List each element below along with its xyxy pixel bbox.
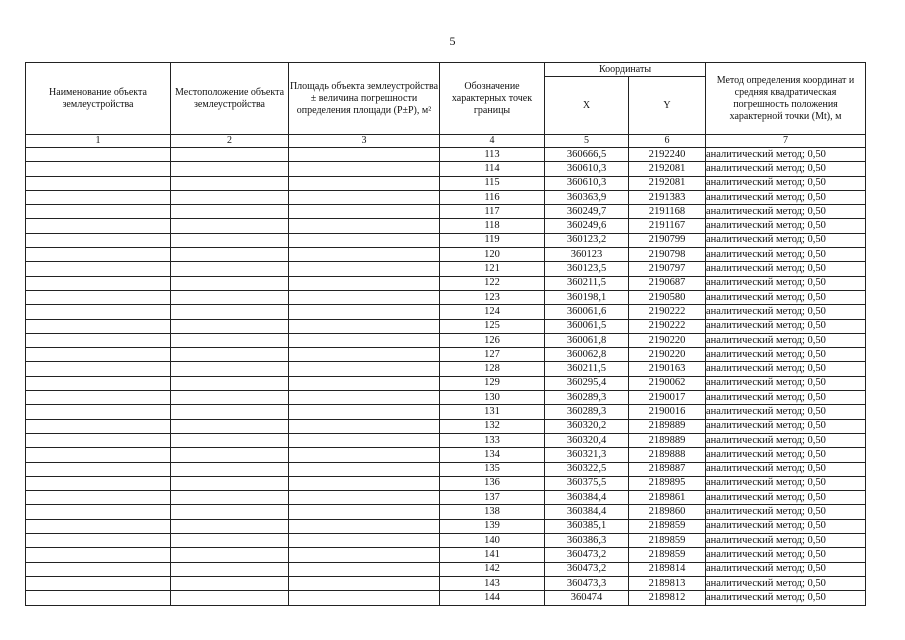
y-cell: 2189859 — [629, 534, 706, 548]
x-cell: 360473,3 — [545, 576, 629, 590]
method-cell: аналитический метод; 0,50 — [706, 448, 866, 462]
name-cell — [26, 262, 171, 276]
y-cell: 2190016 — [629, 405, 706, 419]
area-cell — [289, 548, 440, 562]
name-cell — [26, 333, 171, 347]
point-cell: 130 — [440, 391, 545, 405]
table-row — [26, 462, 866, 476]
table-row — [26, 176, 866, 190]
x-cell: 360062,8 — [545, 348, 629, 362]
name-cell — [26, 534, 171, 548]
area-cell — [289, 333, 440, 347]
point-cell: 115 — [440, 176, 545, 190]
x-cell: 360211,5 — [545, 276, 629, 290]
method-cell: аналитический метод; 0,50 — [706, 305, 866, 319]
y-cell: 2190220 — [629, 348, 706, 362]
column-number: 6 — [629, 135, 706, 148]
location-cell — [171, 491, 289, 505]
y-cell: 2190799 — [629, 233, 706, 247]
y-cell: 2191383 — [629, 190, 706, 204]
table-row — [26, 591, 866, 605]
point-cell: 117 — [440, 205, 545, 219]
area-cell — [289, 576, 440, 590]
method-cell: аналитический метод; 0,50 — [706, 391, 866, 405]
y-cell: 2189895 — [629, 476, 706, 490]
table-row — [26, 548, 866, 562]
header-name: Наименование объекта землеустройства — [26, 63, 171, 135]
point-cell: 131 — [440, 405, 545, 419]
point-cell: 140 — [440, 534, 545, 548]
x-cell: 360061,5 — [545, 319, 629, 333]
table-row — [26, 148, 866, 162]
area-cell — [289, 262, 440, 276]
method-cell: аналитический метод; 0,50 — [706, 591, 866, 605]
location-cell — [171, 576, 289, 590]
name-cell — [26, 219, 171, 233]
method-cell: аналитический метод; 0,50 — [706, 319, 866, 333]
name-cell — [26, 348, 171, 362]
area-cell — [289, 290, 440, 304]
x-cell: 360610,3 — [545, 176, 629, 190]
point-cell: 118 — [440, 219, 545, 233]
table-row — [26, 534, 866, 548]
location-cell — [171, 562, 289, 576]
method-cell: аналитический метод; 0,50 — [706, 476, 866, 490]
area-cell — [289, 562, 440, 576]
location-cell — [171, 319, 289, 333]
location-cell — [171, 448, 289, 462]
area-cell — [289, 319, 440, 333]
location-cell — [171, 233, 289, 247]
x-cell: 360123,2 — [545, 233, 629, 247]
y-cell: 2191168 — [629, 205, 706, 219]
table-row — [26, 562, 866, 576]
x-cell: 360384,4 — [545, 505, 629, 519]
area-cell — [289, 591, 440, 605]
name-cell — [26, 476, 171, 490]
name-cell — [26, 176, 171, 190]
table-row — [26, 419, 866, 433]
x-cell: 360473,2 — [545, 562, 629, 576]
y-cell: 2189888 — [629, 448, 706, 462]
column-number: 1 — [26, 135, 171, 148]
x-cell: 360385,1 — [545, 519, 629, 533]
y-cell: 2192240 — [629, 148, 706, 162]
name-cell — [26, 519, 171, 533]
point-cell: 124 — [440, 305, 545, 319]
location-cell — [171, 205, 289, 219]
location-cell — [171, 419, 289, 433]
name-cell — [26, 148, 171, 162]
header-y: Y — [629, 77, 706, 135]
name-cell — [26, 419, 171, 433]
point-cell: 119 — [440, 233, 545, 247]
page-number: 5 — [449, 34, 456, 48]
name-cell — [26, 319, 171, 333]
point-cell: 132 — [440, 419, 545, 433]
point-cell: 129 — [440, 376, 545, 390]
point-cell: 133 — [440, 433, 545, 447]
location-cell — [171, 190, 289, 204]
table-row — [26, 305, 866, 319]
method-cell: аналитический метод; 0,50 — [706, 576, 866, 590]
area-cell — [289, 190, 440, 204]
header-area: Площадь объекта землеустройства ± величина погрешности определения площади (P±P), м² — [289, 63, 440, 135]
x-cell: 360198,1 — [545, 290, 629, 304]
location-cell — [171, 362, 289, 376]
table-row — [26, 476, 866, 490]
location-cell — [171, 176, 289, 190]
location-cell — [171, 376, 289, 390]
x-cell: 360375,5 — [545, 476, 629, 490]
name-cell — [26, 576, 171, 590]
method-cell: аналитический метод; 0,50 — [706, 148, 866, 162]
table-row — [26, 205, 866, 219]
area-cell — [289, 348, 440, 362]
point-cell: 120 — [440, 248, 545, 262]
method-cell: аналитический метод; 0,50 — [706, 362, 866, 376]
table-row — [26, 333, 866, 347]
y-cell: 2190222 — [629, 305, 706, 319]
table-row — [26, 576, 866, 590]
method-cell: аналитический метод; 0,50 — [706, 505, 866, 519]
table-row — [26, 348, 866, 362]
method-cell: аналитический метод; 0,50 — [706, 419, 866, 433]
method-cell: аналитический метод; 0,50 — [706, 290, 866, 304]
header-method: Метод определения координат и средняя квадратическая погрешность положения характерной точки (Mt), м — [706, 63, 866, 135]
header-x: X — [545, 77, 629, 135]
point-cell: 123 — [440, 290, 545, 304]
y-cell: 2189860 — [629, 505, 706, 519]
location-cell — [171, 305, 289, 319]
column-number: 4 — [440, 135, 545, 148]
method-cell: аналитический метод; 0,50 — [706, 491, 866, 505]
table-row — [26, 233, 866, 247]
method-cell: аналитический метод; 0,50 — [706, 462, 866, 476]
y-cell: 2189859 — [629, 519, 706, 533]
table-row — [26, 319, 866, 333]
location-cell — [171, 290, 289, 304]
table-row — [26, 162, 866, 176]
area-cell — [289, 505, 440, 519]
header-coordinates: Координаты — [545, 63, 706, 77]
table-row — [26, 376, 866, 390]
table-row — [26, 262, 866, 276]
area-cell — [289, 205, 440, 219]
name-cell — [26, 376, 171, 390]
location-cell — [171, 348, 289, 362]
x-cell: 360123,5 — [545, 262, 629, 276]
table-row — [26, 190, 866, 204]
x-cell: 360322,5 — [545, 462, 629, 476]
point-cell: 143 — [440, 576, 545, 590]
point-cell: 114 — [440, 162, 545, 176]
area-cell — [289, 519, 440, 533]
area-cell — [289, 491, 440, 505]
location-cell — [171, 591, 289, 605]
location-cell — [171, 505, 289, 519]
name-cell — [26, 248, 171, 262]
y-cell: 2192081 — [629, 176, 706, 190]
name-cell — [26, 433, 171, 447]
x-cell: 360123 — [545, 248, 629, 262]
area-cell — [289, 448, 440, 462]
table-row — [26, 248, 866, 262]
method-cell: аналитический метод; 0,50 — [706, 348, 866, 362]
name-cell — [26, 205, 171, 219]
x-cell: 360473,2 — [545, 548, 629, 562]
table-row — [26, 519, 866, 533]
area-cell — [289, 462, 440, 476]
table-row — [26, 405, 866, 419]
header-point: Обозначение характерных точек границы — [440, 63, 545, 135]
point-cell: 134 — [440, 448, 545, 462]
table-row — [26, 391, 866, 405]
x-cell: 360610,3 — [545, 162, 629, 176]
location-cell — [171, 262, 289, 276]
method-cell: аналитический метод; 0,50 — [706, 562, 866, 576]
location-cell — [171, 219, 289, 233]
area-cell — [289, 433, 440, 447]
name-cell — [26, 405, 171, 419]
name-cell — [26, 505, 171, 519]
y-cell: 2191167 — [629, 219, 706, 233]
area-cell — [289, 276, 440, 290]
area-cell — [289, 476, 440, 490]
location-cell — [171, 548, 289, 562]
y-cell: 2190687 — [629, 276, 706, 290]
location-cell — [171, 333, 289, 347]
method-cell: аналитический метод; 0,50 — [706, 205, 866, 219]
y-cell: 2189861 — [629, 491, 706, 505]
table-row — [26, 290, 866, 304]
x-cell: 360249,6 — [545, 219, 629, 233]
point-cell: 127 — [440, 348, 545, 362]
x-cell: 360061,6 — [545, 305, 629, 319]
x-cell: 360289,3 — [545, 405, 629, 419]
area-cell — [289, 162, 440, 176]
method-cell: аналитический метод; 0,50 — [706, 233, 866, 247]
name-cell — [26, 190, 171, 204]
y-cell: 2189889 — [629, 419, 706, 433]
area-cell — [289, 248, 440, 262]
location-cell — [171, 519, 289, 533]
method-cell: аналитический метод; 0,50 — [706, 534, 866, 548]
point-cell: 139 — [440, 519, 545, 533]
x-cell: 360061,8 — [545, 333, 629, 347]
x-cell: 360386,3 — [545, 534, 629, 548]
name-cell — [26, 462, 171, 476]
location-cell — [171, 476, 289, 490]
column-number: 2 — [171, 135, 289, 148]
point-cell: 125 — [440, 319, 545, 333]
y-cell: 2190163 — [629, 362, 706, 376]
method-cell: аналитический метод; 0,50 — [706, 219, 866, 233]
name-cell — [26, 362, 171, 376]
point-cell: 122 — [440, 276, 545, 290]
x-cell: 360289,3 — [545, 391, 629, 405]
table-body — [26, 148, 866, 606]
table-row — [26, 448, 866, 462]
point-cell: 113 — [440, 148, 545, 162]
point-cell: 126 — [440, 333, 545, 347]
area-cell — [289, 405, 440, 419]
header-location: Местоположение объекта землеустройства — [171, 63, 289, 135]
y-cell: 2192081 — [629, 162, 706, 176]
x-cell: 360211,5 — [545, 362, 629, 376]
location-cell — [171, 276, 289, 290]
y-cell: 2189813 — [629, 576, 706, 590]
name-cell — [26, 276, 171, 290]
point-cell: 138 — [440, 505, 545, 519]
location-cell — [171, 148, 289, 162]
area-cell — [289, 362, 440, 376]
point-cell: 136 — [440, 476, 545, 490]
method-cell: аналитический метод; 0,50 — [706, 176, 866, 190]
method-cell: аналитический метод; 0,50 — [706, 276, 866, 290]
area-cell — [289, 305, 440, 319]
name-cell — [26, 491, 171, 505]
y-cell: 2190222 — [629, 319, 706, 333]
method-cell: аналитический метод; 0,50 — [706, 376, 866, 390]
point-cell: 137 — [440, 491, 545, 505]
y-cell: 2190798 — [629, 248, 706, 262]
x-cell: 360363,9 — [545, 190, 629, 204]
location-cell — [171, 391, 289, 405]
column-number: 7 — [706, 135, 866, 148]
table-row — [26, 491, 866, 505]
point-cell: 116 — [440, 190, 545, 204]
x-cell: 360320,4 — [545, 433, 629, 447]
y-cell: 2189814 — [629, 562, 706, 576]
x-cell: 360320,2 — [545, 419, 629, 433]
table-row — [26, 219, 866, 233]
x-cell: 360321,3 — [545, 448, 629, 462]
point-cell: 135 — [440, 462, 545, 476]
method-cell: аналитический метод; 0,50 — [706, 433, 866, 447]
point-cell: 128 — [440, 362, 545, 376]
location-cell — [171, 248, 289, 262]
area-cell — [289, 376, 440, 390]
area-cell — [289, 176, 440, 190]
method-cell: аналитический метод; 0,50 — [706, 262, 866, 276]
point-cell: 141 — [440, 548, 545, 562]
name-cell — [26, 548, 171, 562]
method-cell: аналитический метод; 0,50 — [706, 519, 866, 533]
location-cell — [171, 433, 289, 447]
name-cell — [26, 290, 171, 304]
y-cell: 2190580 — [629, 290, 706, 304]
y-cell: 2190797 — [629, 262, 706, 276]
location-cell — [171, 405, 289, 419]
point-cell: 121 — [440, 262, 545, 276]
name-cell — [26, 233, 171, 247]
name-cell — [26, 562, 171, 576]
y-cell: 2190017 — [629, 391, 706, 405]
method-cell: аналитический метод; 0,50 — [706, 190, 866, 204]
method-cell: аналитический метод; 0,50 — [706, 405, 866, 419]
area-cell — [289, 419, 440, 433]
name-cell — [26, 591, 171, 605]
y-cell: 2189812 — [629, 591, 706, 605]
name-cell — [26, 391, 171, 405]
table-row — [26, 433, 866, 447]
y-cell: 2190220 — [629, 333, 706, 347]
x-cell: 360295,4 — [545, 376, 629, 390]
y-cell: 2189887 — [629, 462, 706, 476]
coordinates-table — [25, 62, 866, 606]
area-cell — [289, 391, 440, 405]
table-row — [26, 505, 866, 519]
method-cell: аналитический метод; 0,50 — [706, 248, 866, 262]
name-cell — [26, 448, 171, 462]
method-cell: аналитический метод; 0,50 — [706, 548, 866, 562]
area-cell — [289, 148, 440, 162]
area-cell — [289, 233, 440, 247]
x-cell: 360474 — [545, 591, 629, 605]
method-cell: аналитический метод; 0,50 — [706, 333, 866, 347]
column-number: 5 — [545, 135, 629, 148]
name-cell — [26, 305, 171, 319]
table-row — [26, 362, 866, 376]
location-cell — [171, 534, 289, 548]
area-cell — [289, 534, 440, 548]
column-number: 3 — [289, 135, 440, 148]
method-cell: аналитический метод; 0,50 — [706, 162, 866, 176]
area-cell — [289, 219, 440, 233]
y-cell: 2190062 — [629, 376, 706, 390]
x-cell: 360666,5 — [545, 148, 629, 162]
name-cell — [26, 162, 171, 176]
location-cell — [171, 162, 289, 176]
x-cell: 360249,7 — [545, 205, 629, 219]
y-cell: 2189859 — [629, 548, 706, 562]
location-cell — [171, 462, 289, 476]
table-row — [26, 276, 866, 290]
point-cell: 142 — [440, 562, 545, 576]
x-cell: 360384,4 — [545, 491, 629, 505]
point-cell: 144 — [440, 591, 545, 605]
y-cell: 2189889 — [629, 433, 706, 447]
